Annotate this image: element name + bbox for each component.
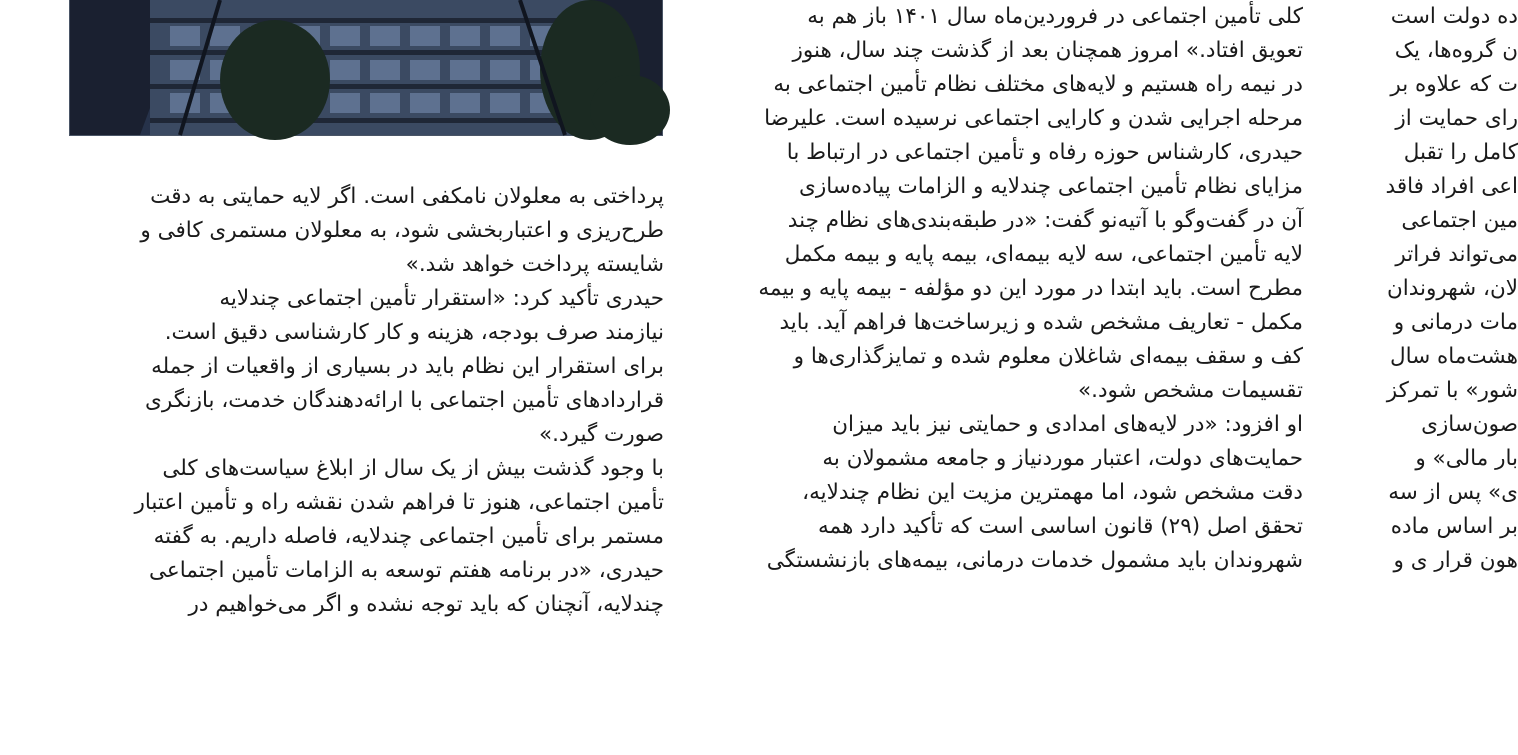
body-text-line: مطرح است. باید ابتدا در مورد این دو مؤلفه - بیمه پایه و بیمه — [758, 276, 1303, 301]
body-text-line: کف و سقف بیمه‌ای شاغلان معلوم شده و تمایزگذاری‌ها و — [793, 344, 1303, 369]
body-text-line: در نیمه راه هستیم و لایه‌های مختلف نظام تأمین اجتماعی به — [773, 72, 1303, 97]
body-text-line: مکمل - تعاریف مشخص شده و زیرساخت‌ها فراهم آید. باید — [779, 310, 1303, 335]
article-column-left — [72, 180, 664, 622]
article-photo — [70, 0, 662, 135]
body-text-line: طرح‌ریزی و اعتباربخشی شود، به معلولان مستمری کافی و — [140, 218, 664, 243]
body-text-line: بار مالی» و — [1415, 446, 1518, 471]
article-column-middle — [713, 0, 1303, 578]
body-text-line: صورت گیرد.» — [539, 422, 664, 447]
body-text-line: ی» پس از سه — [1388, 480, 1518, 505]
body-text-line: شایسته پرداخت خواهد شد.» — [405, 252, 664, 277]
body-text-line: تقسیمات مشخص شود.» — [1077, 378, 1303, 403]
body-text-line: حیدری تأکید کرد: «استقرار تأمین اجتماعی چندلایه — [219, 286, 664, 311]
body-text-line: نیازمند صرف بودجه، هزینه و کار کارشناسی دقیق است. — [164, 320, 664, 345]
body-text-line: مات درمانی و — [1393, 310, 1518, 335]
body-text-line: تأمین اجتماعی، هنوز تا فراهم شدن نقشه راه و تأمین اعتبار — [134, 490, 664, 515]
body-text-line: تعویق افتاد.» امروز همچنان بعد از گذشت چند سال، هنوز — [792, 38, 1303, 63]
article-column-right-cropped — [1328, 0, 1518, 578]
body-text-line: هشت‌ماه سال — [1390, 344, 1518, 369]
body-text-line: بر اساس ماده — [1390, 514, 1518, 539]
body-text-line: هون‌ قرار ی و — [1393, 548, 1518, 573]
body-text-line: لایه تأمین اجتماعی، سه لایه بیمه‌ای، بیمه پایه و بیمه مکمل — [784, 242, 1303, 267]
body-text-line: شهروندان باید مشمول خدمات درمانی، بیمه‌های بازنشستگی — [766, 548, 1303, 573]
body-text-line: صون‌سازی — [1421, 412, 1518, 437]
body-text-line: آن در گفت‌وگو با آتیه‌نو گفت: «در طبقه‌بندی‌های نظام چند — [787, 208, 1303, 233]
body-text-line: تحقق اصل (۲۹) قانون اساسی است که تأکید دارد همه — [818, 514, 1303, 539]
body-text-line: مستمر برای تأمین اجتماعی چندلایه، فاصله داریم. به گفته — [153, 524, 664, 549]
body-text-line: ده دولت است — [1390, 4, 1518, 29]
body-text-line: دقت مشخص شود، اما مهمترین مزیت این نظام چندلایه، — [802, 480, 1303, 505]
body-text-line: چندلایه، آنچنان که باید توجه نشده و اگر می‌خواهیم در — [188, 592, 664, 617]
body-text-line: حیدری، کارشناس حوزه رفاه و تأمین اجتماعی در ارتباط با — [786, 140, 1303, 165]
body-text-line: رای حمایت از — [1395, 106, 1518, 131]
body-text-line: لان، شهروندان — [1386, 276, 1518, 301]
body-text-line: ت که علاوه بر — [1390, 72, 1518, 97]
body-text-line: با وجود گذشت بیش از یک سال از ابلاغ سیاست‌های کلی — [162, 456, 664, 481]
body-text-line: ن گروه‌ها، یک — [1394, 38, 1518, 63]
body-text-line: کامل را تقبل — [1403, 140, 1518, 165]
body-text-line: شور» با تمرکز — [1386, 378, 1518, 403]
body-text-line: حیدری، «در برنامه هفتم توسعه به الزامات تأمین اجتماعی — [148, 558, 664, 583]
body-text-line: برای استقرار این نظام باید در بسیاری از واقعیات از جمله — [151, 354, 664, 379]
body-text-line: قراردادهای تأمین اجتماعی با ارائه‌دهندگان خدمت، بازنگری — [145, 388, 664, 413]
body-text-line: حمایت‌های دولت، اعتبار موردنیاز و جامعه مشمولان به — [822, 446, 1303, 471]
body-text-line: پرداختی به معلولان نامکفی است. اگر لایه حمایتی به دقت — [150, 184, 664, 209]
body-text-line: کلی تأمین اجتماعی در فروردین‌ماه سال ۱۴۰۱ باز هم به — [807, 4, 1303, 29]
building-photo-illustration — [70, 0, 662, 135]
body-text-line: مین اجتماعی — [1401, 208, 1518, 233]
body-text-line: مرحله اجرایی شدن و کارایی اجتماعی نرسیده است. علیرضا — [764, 106, 1303, 131]
body-text-line: او افزود: «در لایه‌های امدادی و حمایتی نیز باید میزان — [832, 412, 1303, 437]
body-text-line: می‌تواند فراتر — [1395, 242, 1518, 267]
body-text-line: اعی افراد فاقد — [1385, 174, 1518, 199]
body-text-line: مزایای نظام تأمین اجتماعی چندلایه و الزامات پیاده‌سازی — [799, 174, 1303, 199]
